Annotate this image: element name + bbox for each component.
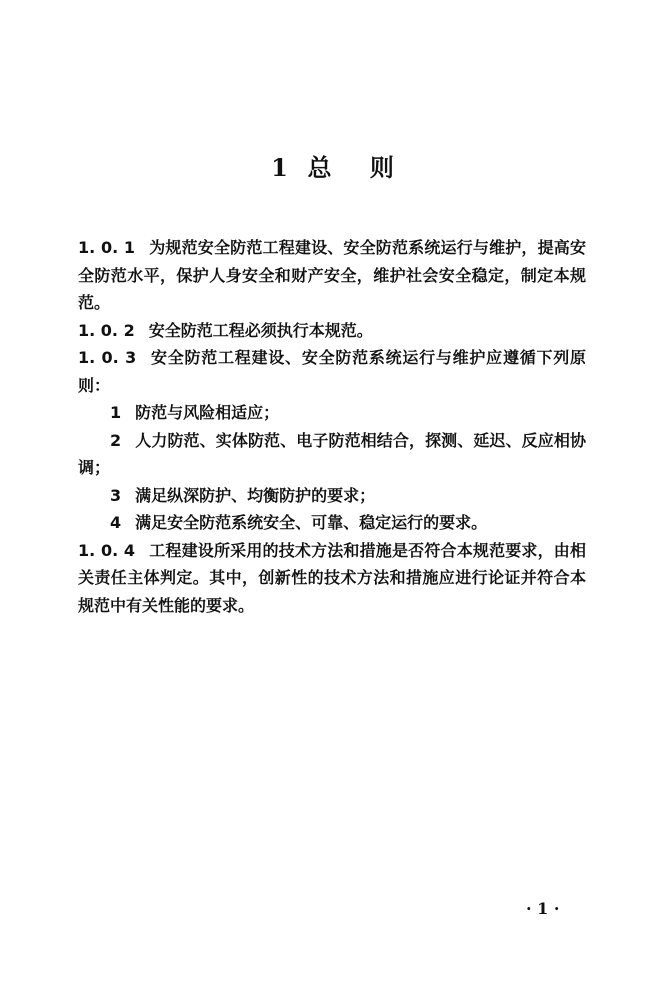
item-number: 2 bbox=[110, 430, 122, 450]
item-text: 防范与风险相适应； bbox=[135, 403, 280, 422]
clause-number: 1. 0. 2 bbox=[78, 320, 135, 340]
clause-1-0-3 bbox=[78, 344, 586, 399]
clause-list bbox=[78, 234, 586, 619]
page-number: · 1 · bbox=[526, 899, 560, 918]
item-number: 1 bbox=[110, 403, 122, 422]
item-text: 满足安全防范系统安全、可靠、稳定运行的要求。 bbox=[135, 513, 488, 532]
clause-1-0-1 bbox=[78, 234, 586, 317]
item-number: 4 bbox=[110, 513, 122, 532]
clause-1-0-2 bbox=[78, 317, 586, 345]
principle-item bbox=[78, 427, 586, 482]
clause-number: 1. 0. 1 bbox=[78, 238, 136, 257]
clause-text: 安全防范工程必须执行本规范。 bbox=[148, 320, 373, 340]
item-number: 3 bbox=[110, 485, 122, 505]
page-title: 1 总 则 bbox=[271, 153, 395, 182]
item-text: 满足纵深防护、均衡防护的要求； bbox=[135, 485, 376, 505]
principle-item bbox=[78, 509, 586, 537]
clause-number: 1. 0. 4 bbox=[78, 540, 136, 560]
clause-text: 工程建设所采用的技术方法和措施是否符合本规范要求，由相关责任主体判定。其中，创新性的技术方法和措施应进行论证并符合本规范中有关性能的要求。 bbox=[78, 540, 586, 615]
clause-text: 安全防范工程建设、安全防范系统运行与维护应遵循下列原则： bbox=[78, 348, 586, 395]
clause-text: 为规范安全防范工程建设、安全防范系统运行与维护，提高安全防范水平，保护人身安全和财产安全，维护社会安全稳定，制定本规范。 bbox=[78, 238, 586, 312]
item-text: 人力防范、实体防范、电子防范相结合，探测、延迟、反应相协调； bbox=[78, 430, 586, 477]
clause-number: 1. 0. 3 bbox=[78, 348, 137, 367]
principle-item bbox=[78, 482, 586, 510]
clause-1-0-4 bbox=[78, 537, 586, 620]
principle-item bbox=[78, 399, 586, 427]
